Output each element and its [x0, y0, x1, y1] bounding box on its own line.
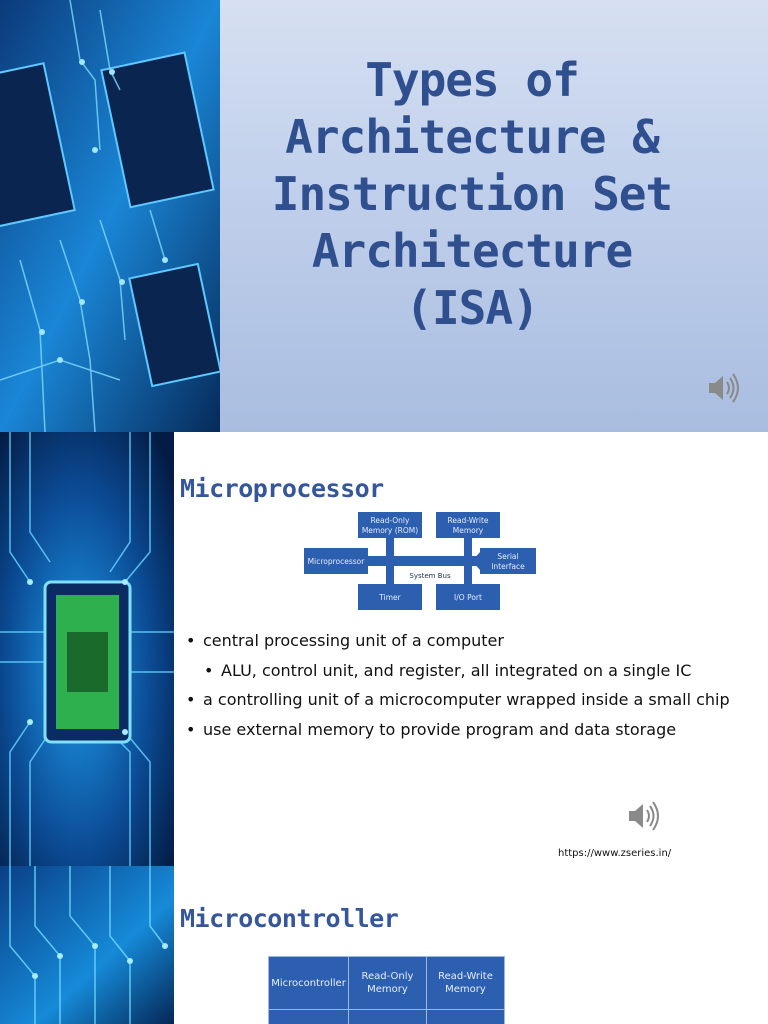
- serial-label-2: Interface: [491, 562, 525, 571]
- component-table: [268, 956, 505, 1024]
- title-line: Instruction Set: [271, 167, 673, 221]
- rom-label-2: Memory (ROM): [361, 526, 419, 535]
- rom-label-1: Read-Only: [370, 516, 410, 525]
- table-cell: Read-Write Memory: [427, 957, 505, 1010]
- slide-heading: Microcontroller: [180, 904, 399, 933]
- title-line: Types of: [365, 53, 579, 107]
- table-row: [269, 957, 505, 1010]
- bus-vert-2: [464, 538, 472, 584]
- slide-heading: Microprocessor: [180, 474, 384, 503]
- title-line: Architecture &: [285, 110, 659, 164]
- bullet-item: • central processing unit of a computer: [186, 630, 746, 651]
- cpu-label: Microprocessor: [307, 557, 365, 566]
- table-cell: Microcontroller: [269, 957, 349, 1010]
- timer-label: Timer: [379, 593, 401, 602]
- title-slide: [0, 0, 768, 432]
- rwm-label-2: Memory: [452, 526, 484, 535]
- source-url: https://www.zseries.in/: [558, 848, 672, 859]
- circuit-board-image: [0, 0, 220, 432]
- bus-bar: [368, 556, 480, 566]
- system-bus-diagram: [300, 508, 540, 612]
- table-row: [269, 1010, 505, 1024]
- bullet-item: • use external memory to provide program and data storage: [186, 719, 746, 740]
- io-label: I/O Port: [454, 593, 482, 602]
- table-cell: [427, 1010, 505, 1024]
- bus-label: System Bus: [409, 572, 451, 580]
- microprocessor-slide: [0, 432, 768, 866]
- microcontroller-slide: [0, 866, 768, 1024]
- speaker-icon[interactable]: [626, 800, 660, 832]
- table-cell: Read-Only Memory: [349, 957, 427, 1010]
- title-line: Architecture: [311, 224, 633, 278]
- bullet-item: • a controlling unit of a microcomputer wrapped inside a small chip: [186, 689, 746, 710]
- circuit-image: [0, 866, 174, 1024]
- slide-title: [222, 52, 722, 337]
- bullet-list: [186, 630, 746, 749]
- speaker-icon[interactable]: [706, 372, 740, 404]
- serial-label-1: Serial: [497, 552, 519, 561]
- table-cell: [269, 1010, 349, 1024]
- bus-vert-1: [386, 538, 394, 584]
- bullet-subitem: • ALU, control unit, and register, all integrated on a single IC: [204, 660, 746, 681]
- rwm-label-1: Read-Write: [447, 516, 489, 525]
- title-line: (ISA): [405, 281, 539, 335]
- chip-circuit-image: [0, 432, 174, 866]
- table-cell: [349, 1010, 427, 1024]
